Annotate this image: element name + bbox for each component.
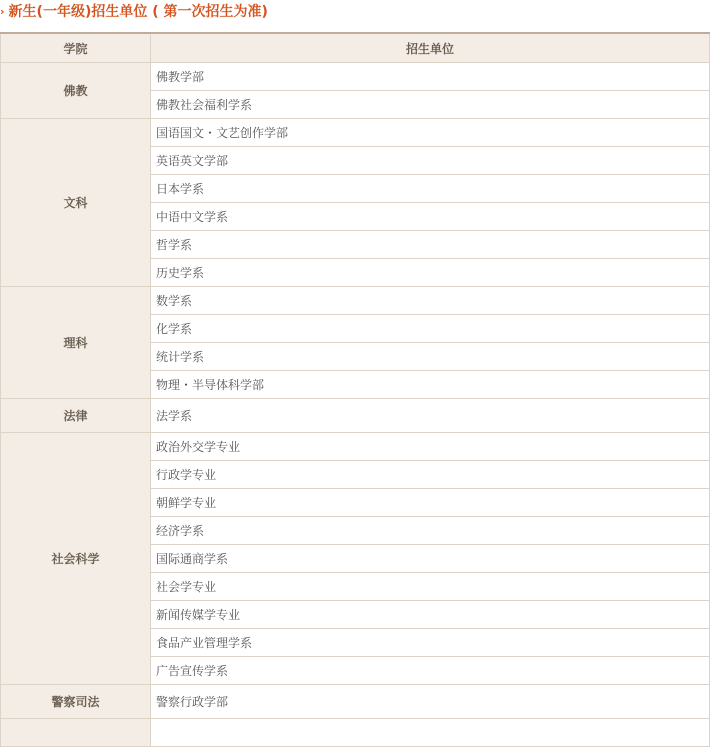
college-cell: 文科 [1,119,151,287]
column-header-college: 学院 [1,33,151,63]
college-cell: 法律 [1,399,151,433]
chevron-right-icon: › [0,5,5,18]
unit-cell: 数学系 [151,287,710,315]
unit-cell: 社会学专业 [151,573,710,601]
section-title: 新生(一年级)招生单位 ( 第一次招生为准) [8,4,268,20]
college-cell: 警察司法 [1,685,151,719]
table-row [1,685,710,719]
section-heading [0,0,268,24]
unit-cell: 国际通商学系 [151,545,710,573]
unit-cell: 日本学系 [151,175,710,203]
unit-cell: 物理・半导体科学部 [151,371,710,399]
table-header-row [1,33,710,63]
table-row [1,719,710,747]
unit-cell: 朝鲜学专业 [151,489,710,517]
unit-cell: 化学系 [151,315,710,343]
unit-cell: 佛教社会福利学系 [151,91,710,119]
unit-cell: 经济学系 [151,517,710,545]
unit-cell: 行政学专业 [151,461,710,489]
unit-cell: 食品产业管理学系 [151,629,710,657]
table-row [1,63,710,91]
column-header-unit: 招生单位 [151,33,710,63]
unit-cell: 新闻传媒学专业 [151,601,710,629]
college-cell: 社会科学 [1,433,151,685]
unit-cell: 佛教学部 [151,63,710,91]
unit-cell: 广告宣传学系 [151,657,710,685]
unit-cell: 中语中文学系 [151,203,710,231]
table-row [1,287,710,315]
unit-cell: 英语英文学部 [151,147,710,175]
unit-cell: 法学系 [151,399,710,433]
table-row [1,399,710,433]
table-row [1,119,710,147]
college-cell: 佛教 [1,63,151,119]
unit-cell: 国语国文・文艺创作学部 [151,119,710,147]
unit-cell: 统计学系 [151,343,710,371]
unit-cell: 哲学系 [151,231,710,259]
college-cell [1,719,151,747]
table-body [1,63,710,747]
unit-cell: 历史学系 [151,259,710,287]
unit-cell: 警察行政学部 [151,685,710,719]
unit-cell: 政治外交学专业 [151,433,710,461]
unit-cell [151,719,710,747]
admission-units-table [0,32,710,747]
table-row [1,433,710,461]
college-cell: 理科 [1,287,151,399]
